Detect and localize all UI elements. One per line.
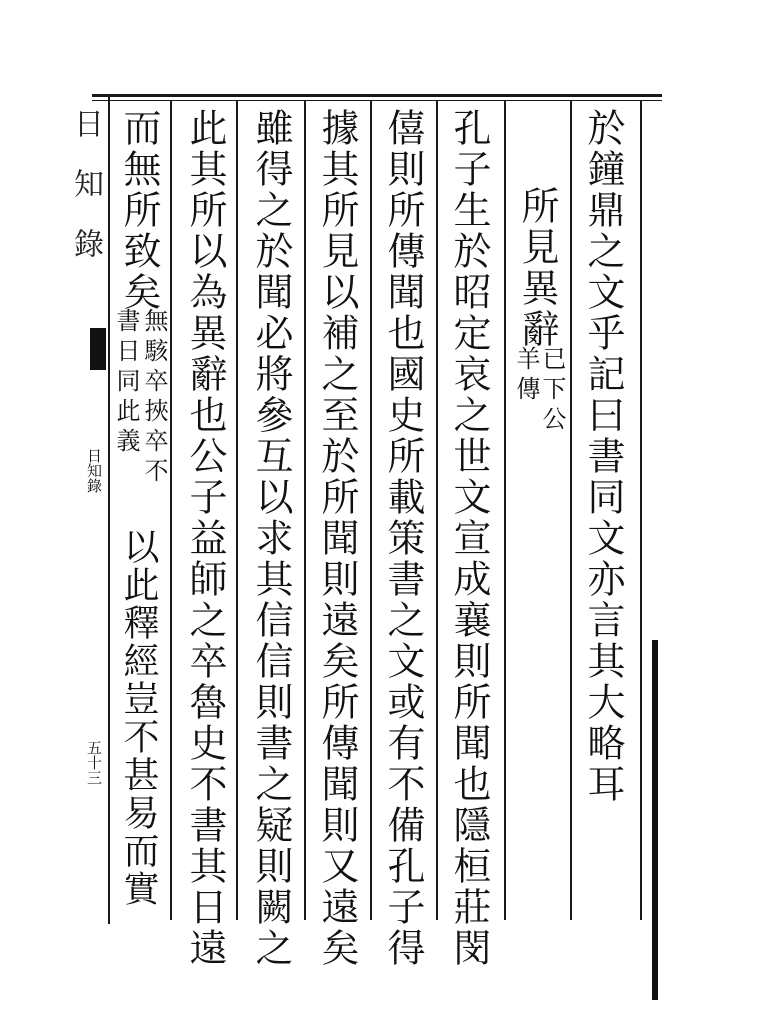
text-column-8-continued: 以此釋經豈不甚易而實 [118,528,159,908]
margin-book-title: 日知錄 [68,108,103,288]
inline-note-2: 書日同此義 [112,308,140,458]
text-column-1: 於鐘鼎之文乎記曰書同文亦言其大略耳 [581,108,625,805]
column-rule-3 [304,100,306,920]
column-rule-4 [370,100,372,920]
margin-book-title-small: 日知錄 [85,448,103,493]
column-rule-7 [570,100,572,920]
heading-column: 所見異辭 [515,186,559,350]
inline-note-1: 無駭卒挾卒不 [140,308,168,488]
column-rule-6 [504,100,506,920]
text-column-4: 僖則所傳聞也國史所載策書之文或有不備孔子得 [381,108,425,969]
top-border-line [92,94,662,97]
column-rule-1 [170,100,172,920]
top-border-line-thin [92,100,662,101]
margin-fish-tail-mark [90,328,106,370]
margin-page-number: 五十三 [85,740,103,785]
text-column-5: 據其所見以補之至於所聞則遠矣所傳聞則又遠矣 [315,108,359,969]
right-edge-bar [652,640,658,1000]
margin-divider-line [108,94,110,924]
text-column-6: 雖得之於聞必將參互以求其信信則書之疑則闕之 [249,108,293,969]
heading-note-1: 已下公 [538,346,566,436]
text-column-8: 而無所致矣 [117,108,161,313]
text-column-3: 孔子生於昭定哀之世文宣成襄則所聞也隱桓莊閔 [447,108,491,969]
heading-note-2: 羊傳 [512,346,540,406]
text-column-7: 此其所以為異辭也公子益師之卒魯史不書其日遠 [183,108,227,969]
column-rule-2 [236,100,238,920]
column-rule-5 [436,100,438,920]
column-rule-8 [640,100,642,920]
